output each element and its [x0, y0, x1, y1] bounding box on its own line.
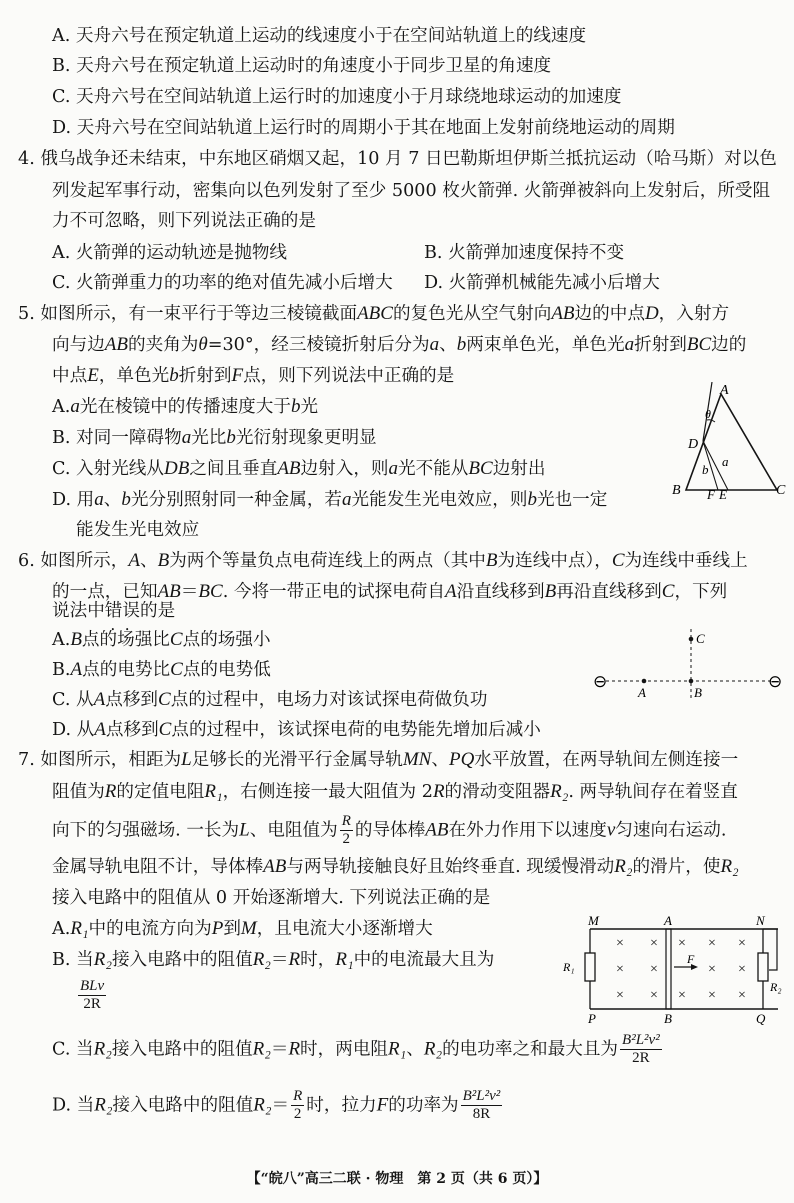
q4-stem-line1: 4. 俄乌战争还未结束，中东地区硝烟又起，10 月 7 日巴勒斯坦伊斯兰抵抗运动（哈马斯）对以色 [18, 149, 777, 169]
q7-stem-line4: 金属导轨电阻不计，导体棒AB与两导轨接触良好且始终垂直. 现缓慢滑动R₂的滑片，使R₂ [52, 856, 739, 877]
q7-option-b: B. 当R₂接入电路中的阻值R₂＝R时，R₁中的电流最大且为 [52, 949, 495, 970]
point-A [642, 679, 647, 684]
q6-option-d: D. 从A点移到C点的过程中，该试探电荷的电势能先增加后减小 [52, 719, 541, 740]
q4-option-d: D. 火箭弹机械能先减小后增大 [424, 273, 660, 293]
q5-option-b: B. 对同一障碍物a光比b光衍射现象更明显 [52, 427, 377, 448]
neg-charge-left: ⊖ [593, 672, 608, 691]
point-B [689, 679, 694, 684]
label-C: C [696, 631, 705, 646]
svg-text:×: × [708, 962, 716, 977]
neg-charge-right: ⊖ [768, 672, 783, 691]
q7-stem-line5: 接入电路中的阻值从 0 开始逐渐增大. 下列说法正确的是 [52, 888, 491, 908]
label-M: M [588, 915, 599, 928]
label-P: P [588, 1011, 596, 1025]
svg-text:×: × [738, 988, 746, 1003]
q5-stem-line2: 向与边AB的夹角为θ=30°，经三棱镜折射后分为a、b两束单色光，单色光a折射到BC边的 [52, 334, 747, 355]
q7-option-a: A.R₁中的电流方向为P到M，且电流大小逐渐增大 [52, 918, 433, 939]
svg-text:×: × [650, 936, 658, 951]
label-B: B [694, 685, 702, 700]
label-N: N [756, 915, 765, 928]
svg-text:×: × [738, 936, 746, 951]
q5-stem-line1: 5. 如图所示，有一束平行于等边三棱镜截面ABC的复色光从空气射向AB边的中点D，入射方 [18, 303, 730, 324]
label-R2: R₂ [770, 980, 782, 994]
q4-option-c: C. 火箭弹重力的功率的绝对值先减小后增大 [52, 273, 393, 293]
q4-option-a: A. 火箭弹的运动轨迹是抛物线 [52, 243, 288, 263]
q7-rail-figure [560, 915, 792, 1025]
label-B: B [672, 483, 681, 498]
q3-option-b: B. 天舟六号在预定轨道上运动时的角速度小于同步卫星的角速度 [52, 56, 552, 76]
q6-option-c: C. 从A点移到C点的过程中，电场力对该试探电荷做负功 [52, 689, 488, 710]
q6-stem-line3: 说法中错误 • •的是 [52, 597, 175, 625]
q6-charge-figure [588, 625, 788, 705]
label-A: A [720, 383, 729, 398]
prism-triangle [686, 394, 777, 490]
svg-text:×: × [708, 988, 716, 1003]
svg-text:×: × [708, 936, 716, 951]
q6-option-b: B.A点的电势比C点的电势低 [52, 659, 271, 680]
q5-option-d-cont: 能发生光电效应 [76, 520, 200, 540]
q4-stem-line3: 力不可忽略，则下列说法正确的是 [52, 211, 316, 231]
label-D: D [688, 437, 699, 452]
point-C [689, 637, 694, 642]
magnetic-field-markers [616, 936, 746, 1003]
label-B: B [664, 1011, 672, 1025]
q7-option-d: D. 当R₂接入电路中的阻值R₂＝ $\frac{R}{2}$ 时，拉力F的功率为 $\frac{\text{B²L²v²}}{8R}$ [52, 1088, 501, 1122]
q5-stem-line3: 中点E，单色光b折射到F点，则下列说法中正确的是 [52, 365, 455, 386]
svg-text:×: × [616, 962, 624, 977]
q7-stem-line3: 向下的匀强磁场. 一长为L、电阻值为 $\frac{R}{2}$ 的导体棒AB在外力作用下以速度v匀速向右运动. [52, 813, 727, 847]
q6-stem-line2: 的一点，已知AB＝BC. 今将一带正电的试探电荷自A沿直线移到B再沿直线移到C，下列 [52, 581, 728, 602]
page-footer: 【“皖八”高三二联 · 物理 第 2 页（共 6 页）】 [246, 1171, 548, 1187]
label-F: F [687, 952, 695, 966]
svg-text:×: × [650, 988, 658, 1003]
q4-option-b: B. 火箭弹加速度保持不变 [424, 243, 625, 263]
q7-stem-line1: 7. 如图所示，相距为L足够长的光滑平行金属导轨MN、PQ水平放置，在两导轨间左侧连接一 [18, 749, 739, 770]
label-A: A [664, 915, 672, 928]
svg-text:×: × [678, 988, 686, 1003]
q6-option-a: A.B点的场强比C点的场强小 [52, 629, 271, 650]
q5-option-a: A.a光在棱镜中的传播速度大于b光 [52, 396, 319, 417]
q5-prism-figure [660, 382, 790, 500]
svg-text:×: × [650, 962, 658, 977]
svg-text:×: × [738, 962, 746, 977]
q7-stem-line2: 阻值为R的定值电阻R₁，右侧连接一最大阻值为 2R的滑动变阻器R₂. 两导轨间存在着竖直 [52, 781, 738, 802]
label-theta: θ [705, 407, 711, 421]
label-a: a [722, 454, 729, 469]
svg-text:×: × [616, 936, 624, 951]
label-C: C [776, 483, 786, 498]
q5-option-c: C. 入射光线从DB之间且垂直AB边射入，则a光不能从BC边射出 [52, 458, 546, 479]
label-A: A [638, 685, 646, 700]
resistor-R1 [585, 953, 595, 981]
q6-stem-line1: 6. 如图所示，A、B为两个等量负点电荷连线上的两点（其中B为连线中点），C为连线中垂线上 [18, 550, 748, 571]
q3-option-c: C. 天舟六号在空间站轨道上运行时的加速度小于月球绕地球运动的加速度 [52, 87, 622, 107]
resistor-R2 [758, 953, 768, 981]
label-R1: R₁ [563, 960, 575, 974]
q3-option-a: A. 天舟六号在预定轨道上运动的线速度小于在空间站轨道上的线速度 [52, 26, 587, 46]
q7-option-b-value: $\frac{\text{BLv}}{2R}$ [80, 978, 105, 1012]
rod-AB [666, 929, 671, 1009]
svg-text:×: × [616, 988, 624, 1003]
q7-option-c: C. 当R₂接入电路中的阻值R₂＝R时，两电阻R₁、R₂的电功率之和最大且为 $\frac{\text{B²L²v²}}{2R}$ [52, 1032, 660, 1066]
q5-option-d: D. 用a、b光分别照射同一种金属，若a光能发生光电效应，则b光也一定 [52, 489, 608, 510]
q3-option-d: D. 天舟六号在空间站轨道上运行时的周期小于其在地面上发射前绕地运动的周期 [52, 118, 675, 138]
label-Q: Q [756, 1011, 766, 1025]
svg-text:×: × [678, 936, 686, 951]
label-F: F [707, 487, 715, 500]
label-b: b [702, 462, 709, 477]
q4-stem-line2: 列发起军事行动，密集向以色列发射了至少 5000 枚火箭弹. 火箭弹被斜向上发射后，所受阻 [52, 181, 771, 201]
label-E: E [719, 487, 727, 500]
